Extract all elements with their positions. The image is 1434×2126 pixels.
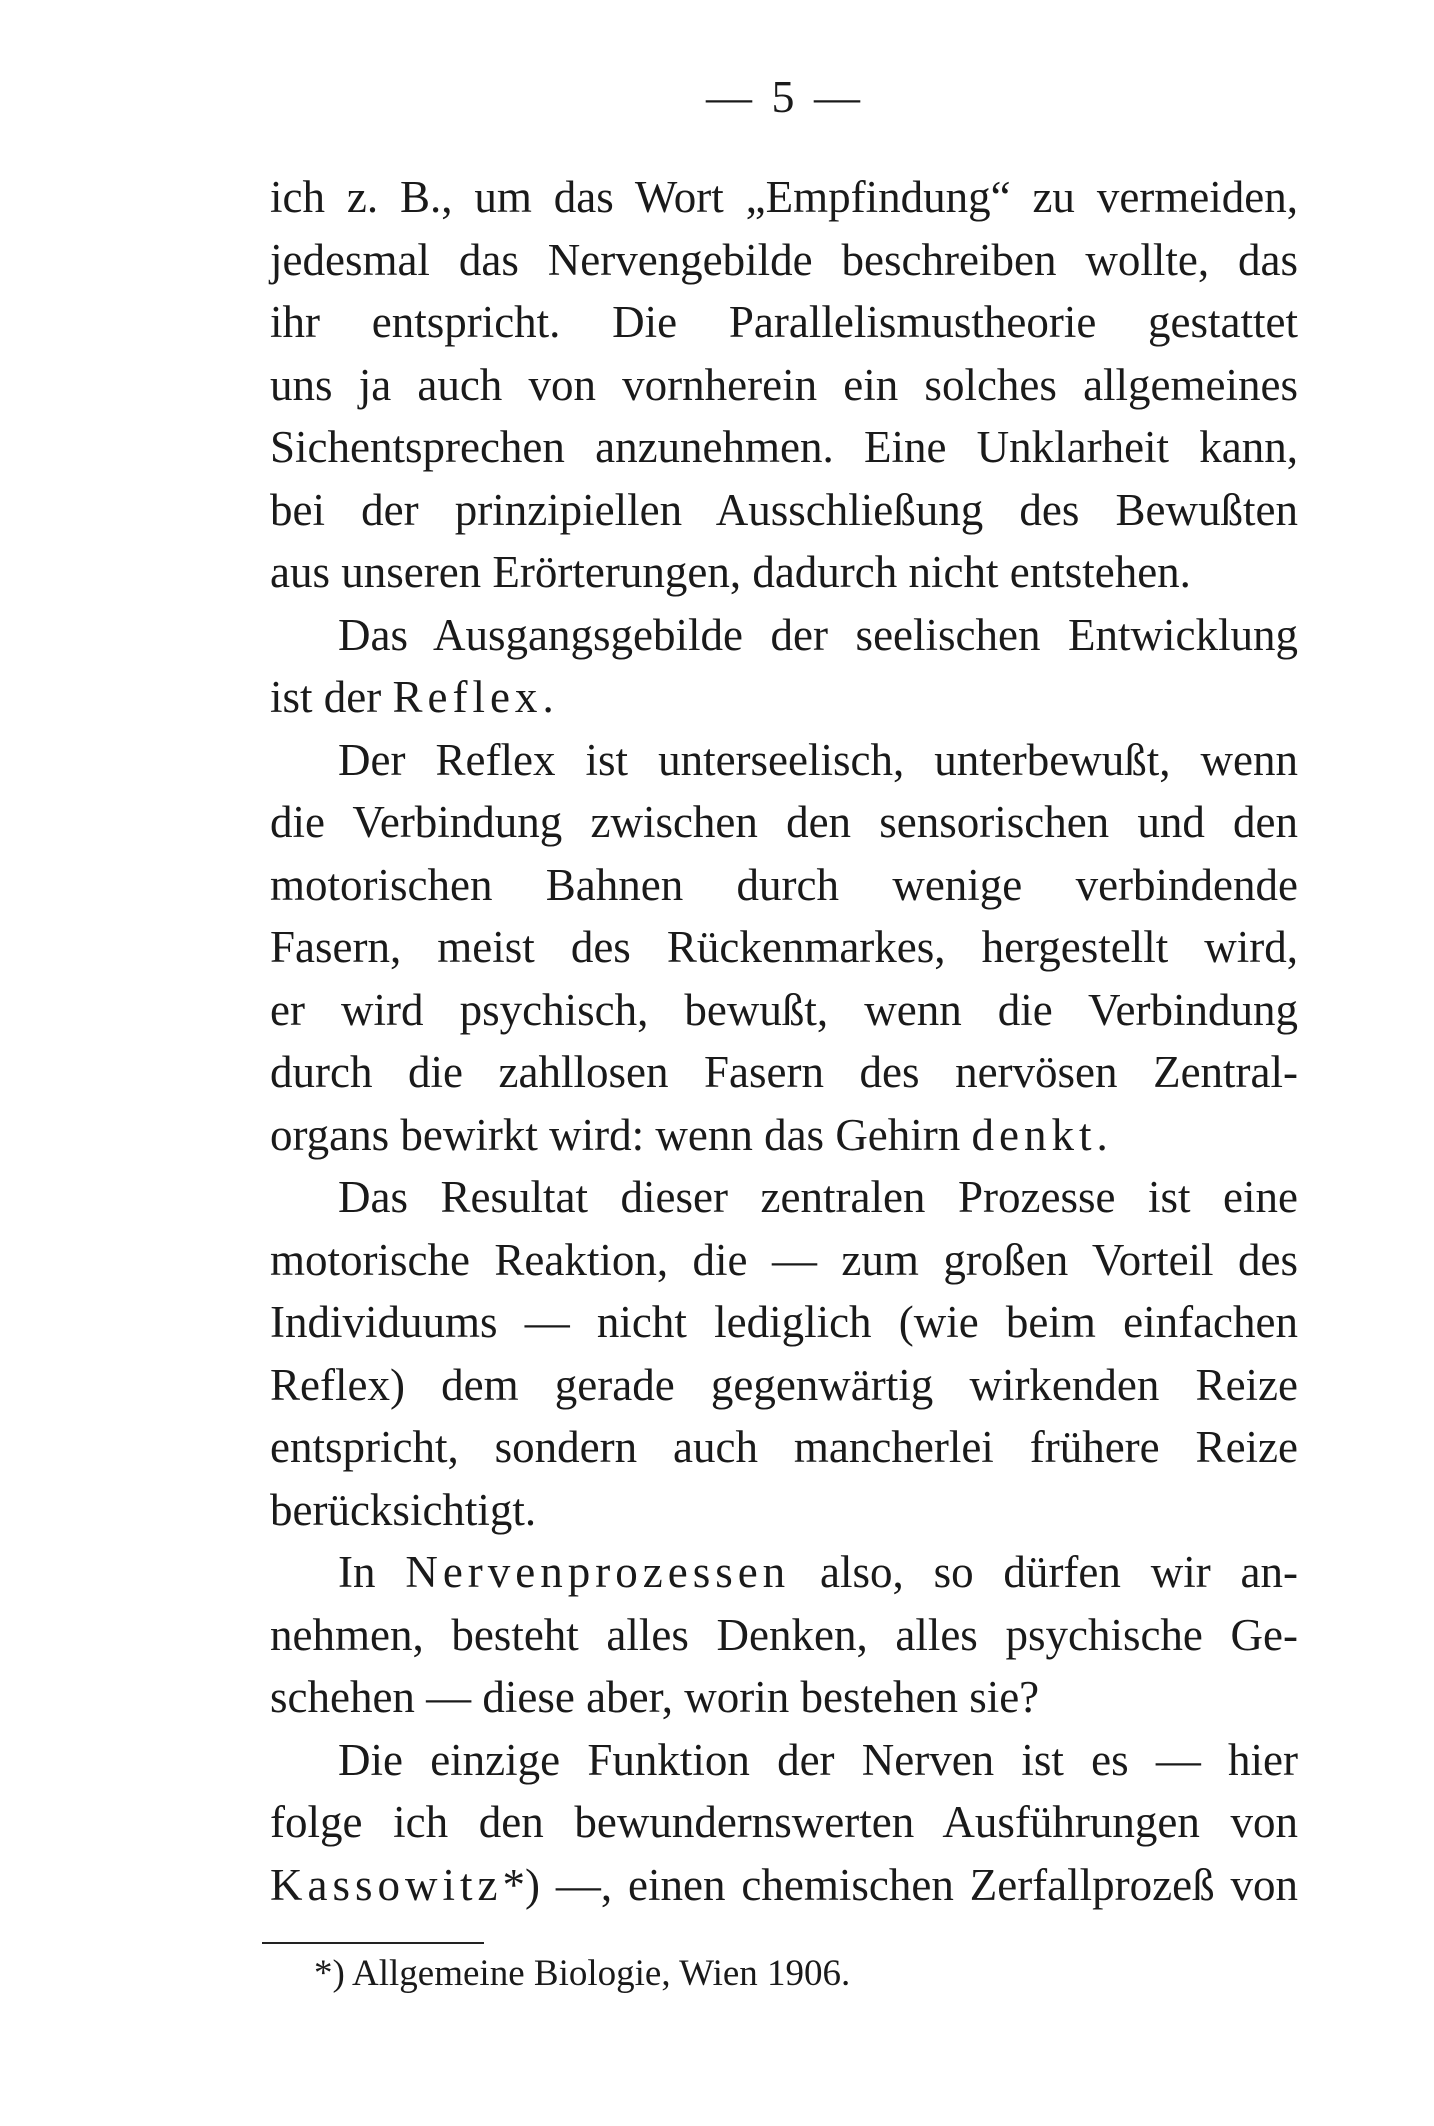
paragraph-6 bbox=[270, 1729, 1298, 1917]
text-line: ihr entspricht. Die Parallelismustheorie gestattet bbox=[270, 297, 1298, 347]
text-line bbox=[270, 1854, 1298, 1917]
text-line: nehmen, besteht alles Denken, alles psychische Ge- bbox=[270, 1609, 1298, 1660]
body-text bbox=[270, 166, 1298, 1916]
text-line bbox=[270, 1541, 1298, 1604]
text-fragment: . bbox=[1096, 1109, 1108, 1160]
text-fragment: . bbox=[542, 672, 554, 722]
text-fragment: *) —, einen chemischen Zerfallprozeß von bbox=[502, 1859, 1298, 1910]
text-line: Fasern, meist des Rückenmarkes, hergestellt wird, bbox=[270, 922, 1298, 972]
footnote: *) Allgemeine Biologie, Wien 1906. bbox=[314, 1953, 851, 1994]
text-line: durch die zahllosen Fasern des nervösen Zentral- bbox=[270, 1047, 1298, 1097]
text-fragment: In bbox=[338, 1547, 406, 1597]
paragraph-1 bbox=[270, 166, 1298, 604]
paragraph-2 bbox=[270, 604, 1298, 729]
page-number: — 5 — bbox=[706, 71, 864, 122]
emphasized-term: Kassowitz bbox=[270, 1859, 503, 1910]
text-line: Sichentsprechen anzunehmen. Eine Unklarheit kann, bbox=[270, 422, 1298, 472]
text-line: er wird psychisch, bewußt, wenn die Verbindung bbox=[270, 984, 1298, 1035]
text-line: berücksichtigt. bbox=[270, 1484, 537, 1535]
text-line: aus unseren Erörterungen, dadurch nicht entstehen. bbox=[270, 547, 1191, 597]
text-line: Individuums — nicht lediglich (wie beim einfachen bbox=[270, 1297, 1298, 1347]
text-line: uns ja auch von vornherein ein solches allgemeines bbox=[270, 359, 1298, 410]
paragraph-3 bbox=[270, 729, 1298, 1167]
text-fragment: organs bewirkt wird: wenn das Gehirn bbox=[270, 1109, 972, 1160]
text-line: motorischen Bahnen durch wenige verbindende bbox=[270, 859, 1298, 910]
text-line: entspricht, sondern auch mancherlei frühere Reize bbox=[270, 1422, 1298, 1472]
emphasized-term: Nervenprozessen bbox=[405, 1547, 791, 1597]
footnote-rule bbox=[262, 1942, 484, 1944]
paragraph-5 bbox=[270, 1541, 1298, 1729]
text-line: Das Ausgangsgebilde der seelischen Entwicklung bbox=[338, 609, 1298, 660]
text-line: bei der prinzipiellen Ausschließung des Bewußten bbox=[270, 484, 1298, 535]
text-line: jedesmal das Nervengebilde beschreiben wollte, das bbox=[270, 234, 1298, 285]
text-line: Das Resultat dieser zentralen Prozesse ist eine bbox=[338, 1172, 1298, 1222]
text-line: ich z. B., um das Wort „Empfindung“ zu vermeiden, bbox=[270, 172, 1298, 222]
text-line: folge ich den bewundernswerten Ausführungen von bbox=[270, 1797, 1298, 1847]
emphasized-term: denkt bbox=[971, 1109, 1097, 1160]
emphasized-term: Reflex bbox=[392, 672, 543, 722]
text-fragment: ist der bbox=[270, 672, 393, 722]
text-line: Reflex) dem gerade gegenwärtig wirkenden Reize bbox=[270, 1359, 1298, 1410]
text-fragment: also, so dürfen wir an- bbox=[790, 1547, 1298, 1597]
text-line: die Verbindung zwischen den sensorischen und den bbox=[270, 797, 1298, 847]
paragraph-4 bbox=[270, 1166, 1298, 1541]
text-line: schehen — diese aber, worin bestehen sie? bbox=[270, 1672, 1040, 1722]
text-line: motorische Reaktion, die — zum großen Vorteil des bbox=[270, 1234, 1298, 1285]
text-line bbox=[270, 1104, 1298, 1167]
text-line bbox=[270, 666, 1298, 729]
text-line: Der Reflex ist unterseelisch, unterbewußt, wenn bbox=[338, 734, 1298, 785]
text-line: Die einzige Funktion der Nerven ist es — hier bbox=[338, 1734, 1298, 1785]
